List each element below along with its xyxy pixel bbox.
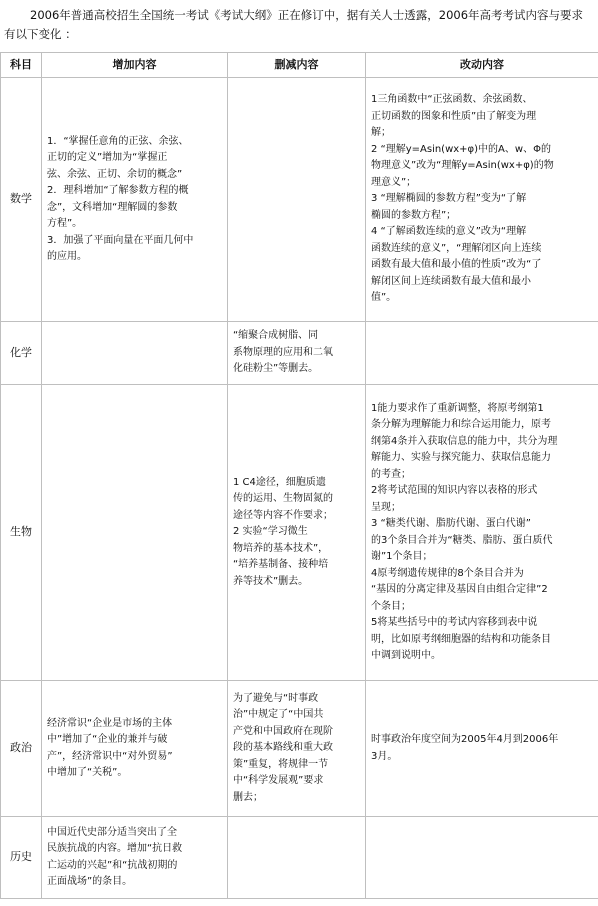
subject-cell: 化学: [1, 322, 42, 385]
removed-cell: 1 C4途径，细胞质遗 传的运用、生物固氮的 途径等内容不作要求； 2 实验“学习微生 物培养的基本技术”， “培养基制备、接种培 养等技术”删去。: [228, 385, 366, 681]
changed-cell: 1三角函数中“正弦函数、余弦函数、 正切函数的图象和性质”由了解变为理 解； 2 “理解y=Asin(wx+φ)中的A、w、Φ的 物理意义”改为“理解y=Asin(wx+φ)的物 理意义”； 3 “理解椭圆的参数方程”变为“了解 椭圆的参数方程”； 4 “了解函数连续的意义”改为“理解 函数连续的意义”，“理解闭区向上连续 函数有最大值和最小值的性质”改为“了 解闭区间上连续函数有最大值和最小 值”。: [366, 78, 598, 322]
removed-cell: “缩聚合成树脂、同 系物原理的应用和二氧 化硅粉尘”等删去。: [228, 322, 366, 385]
header-subject: 科目: [1, 53, 42, 78]
changed-cell: 1能力要求作了重新调整，将原考纲第1 条分解为理解能力和综合运用能力，原考 纲第4条并入获取信息的能力中，共分为理 解能力、实验与探究能力、获取信息能力 的考查； 2将考试范围的知识内容以表格的形式 呈现； 3 “糖类代谢、脂肪代谢、蛋白代谢” 的3个条目合并为“糖类、脂肪、蛋白质代 谢”1个条目； 4原考纲遗传规律的8个条目合并为 “基因的分离定律及基因自由组合定律”2 个条目； 5将某些括号中的考试内容移到表中说 明，比如原考纲细胞器的结构和功能条目 中调到说明中。: [366, 385, 598, 681]
changed-cell: [366, 817, 598, 899]
removed-cell: [228, 78, 366, 322]
added-cell: [42, 322, 228, 385]
subject-cell: 生物: [1, 385, 42, 681]
removed-cell: [228, 817, 366, 899]
subject-cell: 数学: [1, 78, 42, 322]
table-row: [1, 817, 598, 899]
changed-cell: [366, 322, 598, 385]
intro-paragraph: 2006年普通高校招生全国统一考试《考试大纲》正在修订中，据有关人士透露，2006年高考考试内容与要求有以下变化 ：: [4, 8, 584, 41]
added-cell: [42, 385, 228, 681]
header-added: 增加内容: [42, 53, 228, 78]
table-row: [1, 78, 598, 322]
subject-cell: 历史: [1, 817, 42, 899]
subject-cell: 政治: [1, 681, 42, 817]
table-row: [1, 681, 598, 817]
removed-cell: 为了避免与“时事政 治”中规定了“中国共 产党和中国政府在现阶 段的基本路线和重大政 策”重复，将规律一节 中“科学发展观”要求 删去；: [228, 681, 366, 817]
added-cell: 1．“掌握任意角的正弦、余弦、 正切的定义”增加为“掌握正 弦、余弦、正切、余切的概念” 2．理科增加“了解参数方程的概 念”，文科增加“理解圆的参数 方程”。 3．加强了平面向量在平面几何中 的应用。: [42, 78, 228, 322]
changed-cell: 时事政治年度空间为2005年4月到2006年 3月。: [366, 681, 598, 817]
header-changed: 改动内容: [366, 53, 598, 78]
added-cell: 经济常识“企业是市场的主体 中”增加了“企业的兼并与破 产”，经济常识中“对外贸易” 中增加了“关税”。: [42, 681, 228, 817]
table-row: [1, 385, 598, 681]
table-header-row: [1, 53, 598, 78]
exam-changes-table: [0, 52, 598, 899]
table-row: [1, 322, 598, 385]
added-cell: 中国近代史部分适当突出了全 民族抗战的内容。增加“抗日救 亡运动的兴起”和“抗战初期的 正面战场”的条目。: [42, 817, 228, 899]
header-removed: 删减内容: [228, 53, 366, 78]
